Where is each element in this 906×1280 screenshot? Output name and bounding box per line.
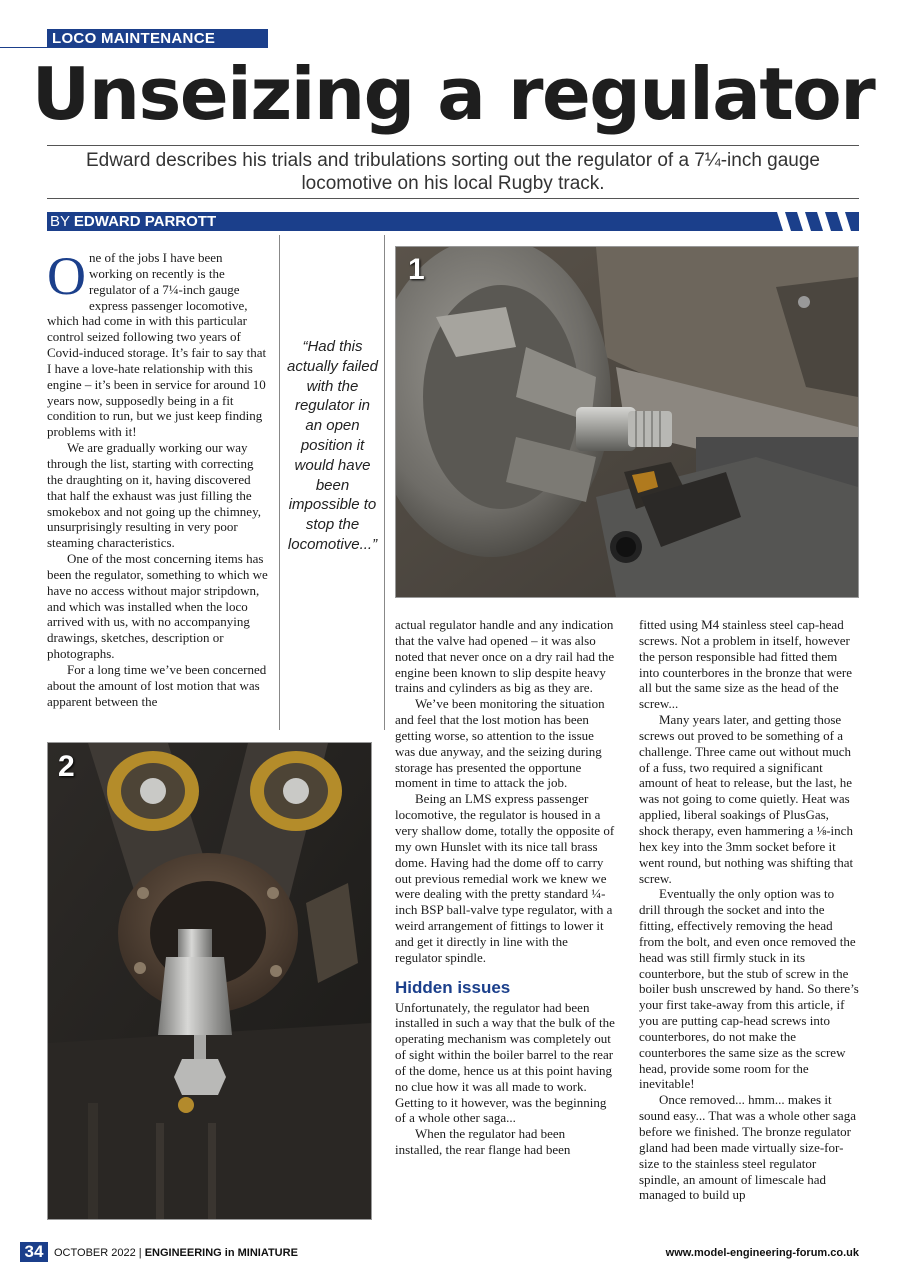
body-paragraph: Being an LMS express passenger locomotive, the regulator is housed in a very shallow dome, totally the opposite of my own Hunslet with its nice tall brass dome. Having had the dome off to carry out previous remedial work we knew we were dealing with the pretty standard ¼-inch BSP ball-valve type regulator, with a weird arrangement of fittings to lower it and get it directly in line with the regulator spindle.: [395, 791, 615, 965]
standfirst-bottom-rule: [47, 198, 859, 199]
body-paragraph: fitted using M4 stainless steel cap-head screws. Not a problem in itself, however the person responsible had fitted them into counterbores in the bronze that were all but the same size as the head of the screw...: [639, 617, 852, 712]
body-paragraph: Once removed... hmm... makes it sound easy... That was a whole other saga before we finished. The bronze regulator gland had been made virtually size-for-size to the stainless steel regulator spindle, an amount of limescale had managed to build up: [639, 1092, 856, 1203]
pull-quote: “Had this actually failed with the regulator in an open position it would have been impossible to stop the locomotive...”: [287, 338, 378, 553]
byline-author: EDWARD PARROTT: [73, 213, 217, 230]
drop-cap: O: [47, 246, 86, 306]
article-title: Unseizing a regulator: [31, 52, 875, 136]
body-column-1: [47, 246, 268, 709]
figure-2-regulator-photo: [47, 742, 372, 1220]
page-number: 34: [20, 1242, 48, 1262]
body-paragraph: Many years later, and getting those screws out proved to be something of a challenge. Three came out without much of a fuss, two required a significant amount of heat to release, but the last, he was not going to come quietly. Heat was applied, liberal soakings of PlusGas, shock therapy, even hammering a ⅛-inch hex key into the 3mm socket before it went round, but nothing was shifting that screw.: [639, 712, 854, 886]
column-rule-left: [279, 235, 280, 730]
subheading: Hidden issues: [395, 977, 511, 997]
body-paragraph: We are gradually working our way through the list, starting with correcting the draughting on it, having discovered that half the exhaust was just filling the smokebox and not going up the chimney, unsurprisingly resulting in very poor steaming characteristics.: [47, 440, 261, 551]
footer-separator: |: [138, 1247, 142, 1259]
standfirst-top-rule: [47, 145, 859, 146]
body-paragraph: Eventually the only option was to drill through the socket and into the fitting, effectively removing the head from the bolt, and even once removed the head was still firmly stuck in its counterbore, but the stub of screw in the boiler bush unscrewed by hand. So there’s your first take-away from this article, if you are putting cap-head screws into counterbores, do not make the counterbores the same size as the screw head, provide some room for the inevitable!: [639, 886, 859, 1092]
body-paragraph: We’ve been monitoring the situation and feel that the lost motion has been getting worse, so attention to the issue was due anyway, and the seizing during storage has presented the opportune moment in time to attack the job.: [395, 696, 605, 791]
body-paragraph: For a long time we’ve been concerned about the amount of lost motion that was apparent between the: [47, 661, 267, 709]
lathe-chuck-illustration: [396, 247, 858, 597]
body-column-3: [395, 617, 615, 1158]
body-paragraph: One of the most concerning items has been the regulator, something to which we have no access without major stripdown, and which was installed when the loco arrived with us, with no accompanying drawings, sketches, description or photographs.: [47, 551, 268, 662]
footer-website-link[interactable]: www.model-engineering-forum.co.uk: [665, 1247, 859, 1259]
figure-number: 2: [58, 750, 75, 783]
figure-number: 1: [408, 253, 425, 286]
column-rule-right: [384, 235, 385, 730]
byline-bar: [47, 212, 859, 231]
body-paragraph: actual regulator handle and any indication that the valve had opened – it was also noted that never once on a dry rail had the engine been known to slip despite heavy trains and cylinders as big as they are.: [395, 617, 615, 696]
body-paragraph: When the regulator had been installed, the rear flange had been: [395, 1126, 571, 1158]
regulator-fittings-illustration: [48, 743, 371, 1219]
standfirst: Edward describes his trials and tribulations sorting out the regulator of a 7¼-inch gauge locomotive on his local Rugby track.: [85, 150, 821, 194]
byline-stripes-decoration: [775, 212, 855, 231]
section-label: LOCO MAINTENANCE: [47, 29, 268, 48]
body-column-4: [639, 617, 859, 1203]
body-paragraph: One of the jobs I have been working on recently is the regulator of a 7¼-inch gauge express passenger locomotive, which had come in with this particular control seized following two years of Covid-induced storage. It’s fair to say that I have a love-hate relationship with this engine – it’s been in service for around 10 years now, supposedly being in a fit condition to run, but we just keep finding problems with it!: [47, 246, 267, 440]
body-paragraph: Unfortunately, the regulator had been installed in such a way that the bulk of the operating mechanism was completely out of sight within the boiler barrel to the rear of the dome, hence us at this point having no clue how it was all made to work. Getting to it however, was the beginning of a whole other saga...: [395, 999, 615, 1126]
magazine-name: ENGINEERING in MINIATURE: [144, 1247, 298, 1259]
byline-prefix: BY: [50, 213, 70, 230]
issue-date: OCTOBER 2022: [54, 1247, 136, 1259]
section-rule: [0, 47, 52, 48]
footer-issue: [54, 1246, 298, 1260]
figure-1-lathe-photo: [395, 246, 859, 598]
